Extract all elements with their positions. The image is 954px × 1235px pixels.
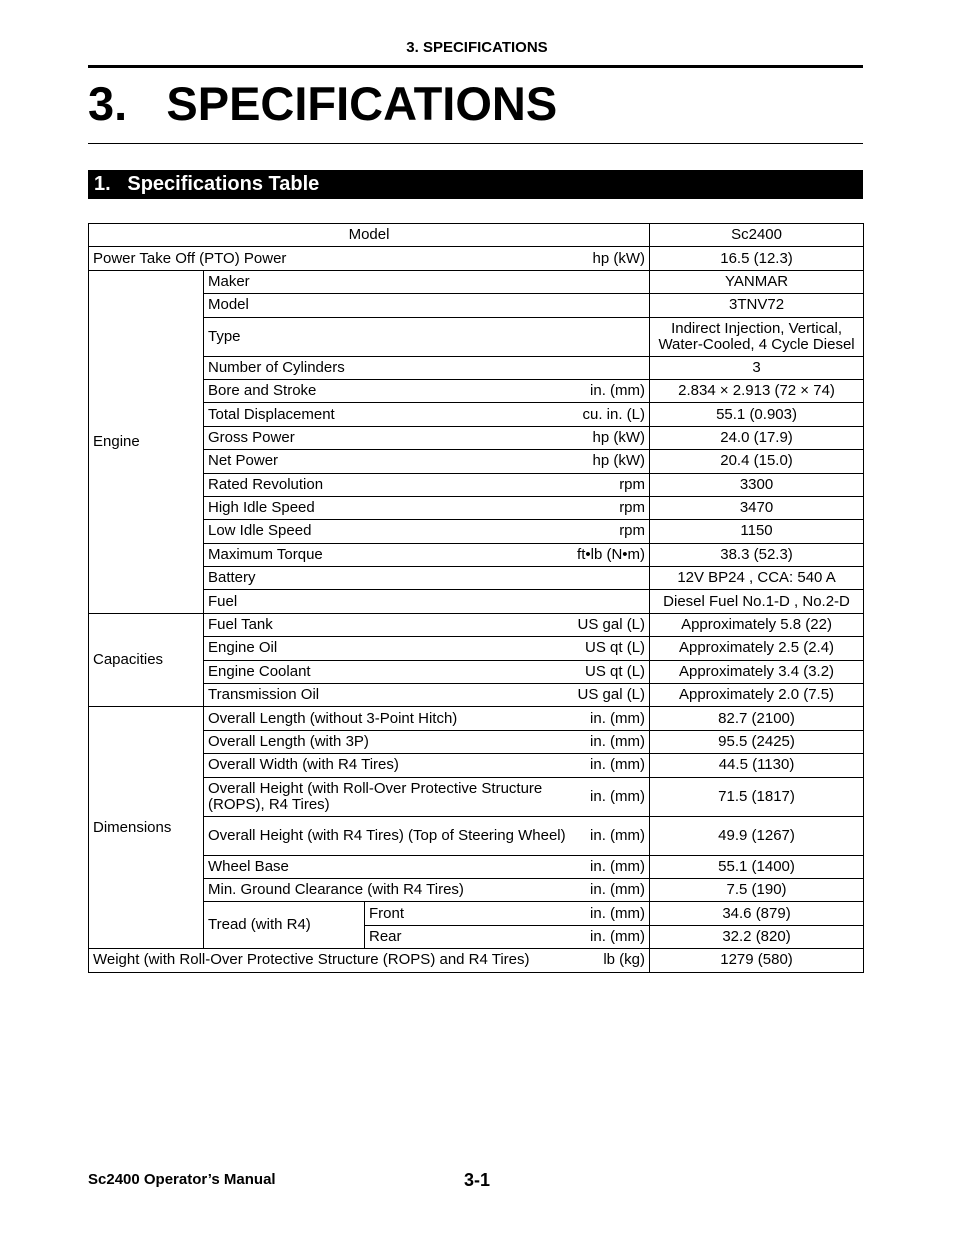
footer-manual-title: Sc2400 Operator’s Manual: [88, 1171, 276, 1188]
row-label-cell: [204, 730, 650, 753]
table-row: [89, 855, 864, 878]
row-label: Maximum Torque: [208, 545, 323, 563]
row-label-cell: [204, 707, 650, 730]
row-unit: in. (mm): [590, 382, 646, 400]
row-label: Net Power: [208, 452, 279, 470]
row-unit: in. (mm): [590, 709, 646, 727]
row-value: 1150: [650, 520, 864, 543]
row-label: Overall Length (with 3P): [208, 733, 369, 750]
row-label: Fuel: [208, 592, 238, 610]
row-label: Overall Height (with R4 Tires) (Top of Steering Wheel): [208, 826, 566, 844]
row-label-cell: [204, 590, 650, 613]
row-value: 49.9 (1267): [650, 816, 864, 855]
row-unit: ft•lb (N•m): [577, 545, 646, 563]
table-row: [89, 567, 864, 590]
row-value: 20.4 (15.0): [650, 450, 864, 473]
row-label: Min. Ground Clearance (with R4 Tires): [208, 881, 464, 899]
row-unit: US qt (L): [585, 639, 646, 657]
row-label-cell: [204, 684, 650, 707]
row-label-cell: [204, 567, 650, 590]
chapter-title: 3. SPECIFICATIONS: [88, 77, 558, 130]
row-label: Number of Cylinders: [208, 358, 345, 376]
row-value: 3300: [650, 473, 864, 496]
row-label-cell: [89, 949, 650, 972]
dimensions-group: [89, 707, 864, 949]
row-value: Approximately 2.0 (7.5): [650, 684, 864, 707]
row-label: Power Take Off (PTO) Power: [93, 249, 287, 267]
row-label-cell: [204, 754, 650, 777]
row-unit: in. (mm): [590, 787, 646, 805]
row-label: Maker: [208, 272, 250, 290]
row-label: Rear: [369, 927, 402, 945]
table-row: [89, 949, 864, 972]
row-value: Indirect Injection, Vertical, Water-Cooled, 4 Cycle Diesel: [650, 317, 864, 356]
row-label: Weight (with Roll-Over Protective Structure (ROPS) and R4 Tires): [93, 951, 530, 969]
table-row: [89, 496, 864, 519]
table-row: [89, 294, 864, 317]
row-label-cell: [365, 902, 650, 925]
row-label-cell: [204, 637, 650, 660]
row-value: 71.5 (1817): [650, 777, 864, 816]
row-label: Model: [208, 296, 249, 314]
row-label: Bore and Stroke: [208, 382, 317, 400]
table-row: [89, 403, 864, 426]
row-unit: hp (kW): [592, 452, 646, 470]
table-row: [89, 777, 864, 816]
row-value: Approximately 3.4 (3.2): [650, 660, 864, 683]
table-row: [89, 660, 864, 683]
row-label-cell: [204, 816, 650, 855]
row-unit: rpm: [619, 499, 646, 517]
table-row: [89, 878, 864, 901]
row-unit: in. (mm): [590, 857, 646, 875]
row-unit: US gal (L): [577, 616, 646, 634]
row-value: YANMAR: [650, 270, 864, 293]
header-rule: [88, 65, 863, 68]
table-header-row: [89, 224, 864, 247]
row-label: Overall Length (without 3-Point Hitch): [208, 709, 458, 727]
row-label-cell: [204, 317, 650, 356]
row-label: Front: [369, 904, 405, 922]
row-label-cell: [204, 777, 650, 816]
row-value: 7.5 (190): [650, 878, 864, 901]
table-row: [89, 426, 864, 449]
table-row: [89, 543, 864, 566]
row-label: Engine Coolant: [208, 662, 311, 680]
row-unit: cu. in. (L): [582, 405, 646, 423]
running-header: 3. SPECIFICATIONS: [406, 39, 548, 56]
row-value: 38.3 (52.3): [650, 543, 864, 566]
row-label: Engine Oil: [208, 639, 278, 657]
row-value: 2.834 × 2.913 (72 × 74): [650, 379, 864, 402]
footer-page-number: 3-1: [463, 1170, 490, 1190]
row-label: Overall Height (with Roll-Over Protective Structure (ROPS), R4 Tires): [208, 779, 543, 813]
section-heading: 1. Specifications Table: [88, 170, 863, 199]
row-label: Low Idle Speed: [208, 522, 312, 540]
table-row: [89, 684, 864, 707]
capacities-group: [89, 613, 864, 707]
row-label-cell: [204, 520, 650, 543]
model-header-label: Model: [89, 224, 650, 247]
row-unit: in. (mm): [590, 881, 646, 899]
table-row: [89, 902, 864, 925]
row-label-cell: [204, 543, 650, 566]
row-value: 32.2 (820): [650, 925, 864, 948]
row-label: Total Displacement: [208, 405, 335, 423]
row-value: Approximately 2.5 (2.4): [650, 637, 864, 660]
table-row: [89, 270, 864, 293]
row-unit: US qt (L): [585, 662, 646, 680]
row-label-cell: [204, 660, 650, 683]
row-label-cell: [204, 496, 650, 519]
tread-label: Tread (with R4): [204, 902, 365, 949]
engine-group: [89, 270, 864, 613]
row-label: Fuel Tank: [208, 616, 273, 634]
row-label-cell: [204, 379, 650, 402]
table-row: [89, 754, 864, 777]
row-label-cell: [204, 356, 650, 379]
table-row: [89, 317, 864, 356]
row-label-cell: [365, 925, 650, 948]
row-label-cell: [204, 270, 650, 293]
specifications-table: [88, 223, 864, 973]
row-label-cell: [204, 426, 650, 449]
row-unit: rpm: [619, 522, 646, 540]
row-value: 95.5 (2425): [650, 730, 864, 753]
row-value: 44.5 (1130): [650, 754, 864, 777]
row-unit: hp (kW): [592, 428, 646, 446]
row-label: Type: [208, 327, 241, 345]
row-unit: US gal (L): [577, 686, 646, 704]
row-label-cell: [89, 247, 650, 270]
row-unit: in. (mm): [590, 756, 646, 774]
row-value: 34.6 (879): [650, 902, 864, 925]
row-label: Wheel Base: [208, 857, 289, 875]
chapter-rule: [88, 143, 863, 144]
row-label: Rated Revolution: [208, 475, 324, 493]
capacities-group-label: Capacities: [89, 613, 204, 707]
row-value: 55.1 (0.903): [650, 403, 864, 426]
row-label-cell: [204, 294, 650, 317]
table-row: [89, 637, 864, 660]
table-row: [89, 613, 864, 636]
row-value: 1279 (580): [650, 949, 864, 972]
row-value: Diesel Fuel No.1-D , No.2-D: [650, 590, 864, 613]
row-value: 3TNV72: [650, 294, 864, 317]
table-row: [89, 520, 864, 543]
table-row: [89, 590, 864, 613]
row-label: Battery: [208, 569, 256, 587]
row-label-cell: [204, 878, 650, 901]
engine-group-label: Engine: [89, 270, 204, 613]
row-value: 55.1 (1400): [650, 855, 864, 878]
row-unit: in. (mm): [590, 826, 646, 844]
row-label-cell: [204, 403, 650, 426]
table-row: [89, 816, 864, 855]
row-label-cell: [204, 473, 650, 496]
table-row: [89, 707, 864, 730]
dimensions-group-label: Dimensions: [89, 707, 204, 949]
table-row: [89, 356, 864, 379]
table-row: [89, 450, 864, 473]
table-row: [89, 730, 864, 753]
table-row: [89, 473, 864, 496]
row-unit: in. (mm): [590, 733, 646, 750]
row-value: 3: [650, 356, 864, 379]
row-unit: lb (kg): [603, 951, 646, 969]
row-unit: hp (kW): [592, 249, 646, 267]
row-value: 12V BP24 , CCA: 540 A: [650, 567, 864, 590]
row-unit: in. (mm): [590, 904, 646, 922]
row-value: Approximately 5.8 (22): [650, 613, 864, 636]
row-label-cell: [204, 613, 650, 636]
row-unit: in. (mm): [590, 927, 646, 945]
table-row: [89, 247, 864, 270]
row-label: Transmission Oil: [208, 686, 320, 704]
row-value: 24.0 (17.9): [650, 426, 864, 449]
row-value: 16.5 (12.3): [650, 247, 864, 270]
row-label-cell: [204, 450, 650, 473]
row-value: 3470: [650, 496, 864, 519]
model-header-value: Sc2400: [650, 224, 864, 247]
row-unit: rpm: [619, 475, 646, 493]
table-row: [89, 379, 864, 402]
row-value: 82.7 (2100): [650, 707, 864, 730]
row-label: Gross Power: [208, 428, 295, 446]
row-label-cell: [204, 855, 650, 878]
row-label: High Idle Speed: [208, 499, 315, 517]
row-label: Overall Width (with R4 Tires): [208, 756, 399, 774]
